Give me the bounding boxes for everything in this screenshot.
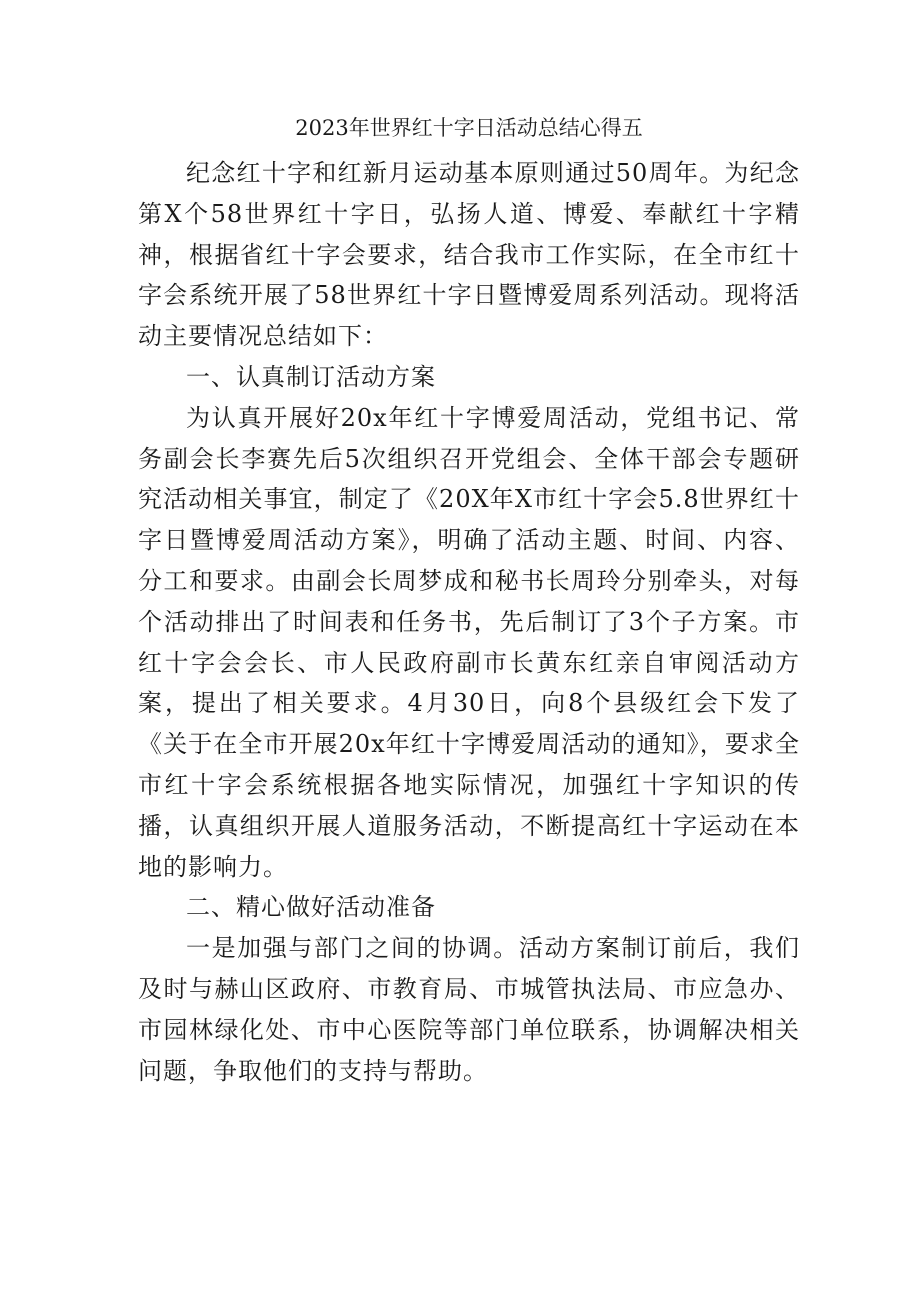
document-body [138,110,800,1091]
section-2-paragraph: 一是加强与部门之间的协调。活动方案制订前后，我们及时与赫山区政府、市教育局、市城管执法局、市应急办、市园林绿化处、市中心医院等部门单位联系，协调解决相关问题，争取他们的支持与帮助。 [138,934,800,1085]
section-1-paragraph: 为认真开展好20x年红十字博爱周活动，党组书记、常务副会长李赛先后5次组织召开党组会、全体干部会专题研究活动相关事宜，制定了《20X年X市红十字会5.8世界红十字日暨博爱周活动方案》，明确了活动主题、时间、内容、分工和要求。由副会长周梦成和秘书长周玲分别牵头，对每个活动排出了时间表和任务书，先后制订了3个子方案。市红十字会会长、市人民政府副市长黄东红亲自审阅活动方案，提出了相关要求。4月30日，向8个县级红会下发了《关于在全市开展20x年红十字博爱周活动的通知》，要求全市红十字会系统根据各地实际情况，加强红十字知识的传播，认真组织开展人道服务活动，不断提高红十字运动在本地的影响力。 [138,403,800,881]
intro-paragraph: 纪念红十字和红新月运动基本原则通过50周年。为纪念第X个58世界红十字日，弘扬人道、博爱、奉献红十字精神，根据省红十字会要求，结合我市工作实际，在全市红十字会系统开展了58世界红十字日暨博爱周系列活动。现将活动主要情况总结如下： [138,159,800,351]
section-2-heading: 二、精心做好活动准备 [186,893,436,922]
document-title: 2023年世界红十字日活动总结心得五 [295,116,643,140]
section-1-heading: 一、认真制订活动方案 [186,362,436,391]
